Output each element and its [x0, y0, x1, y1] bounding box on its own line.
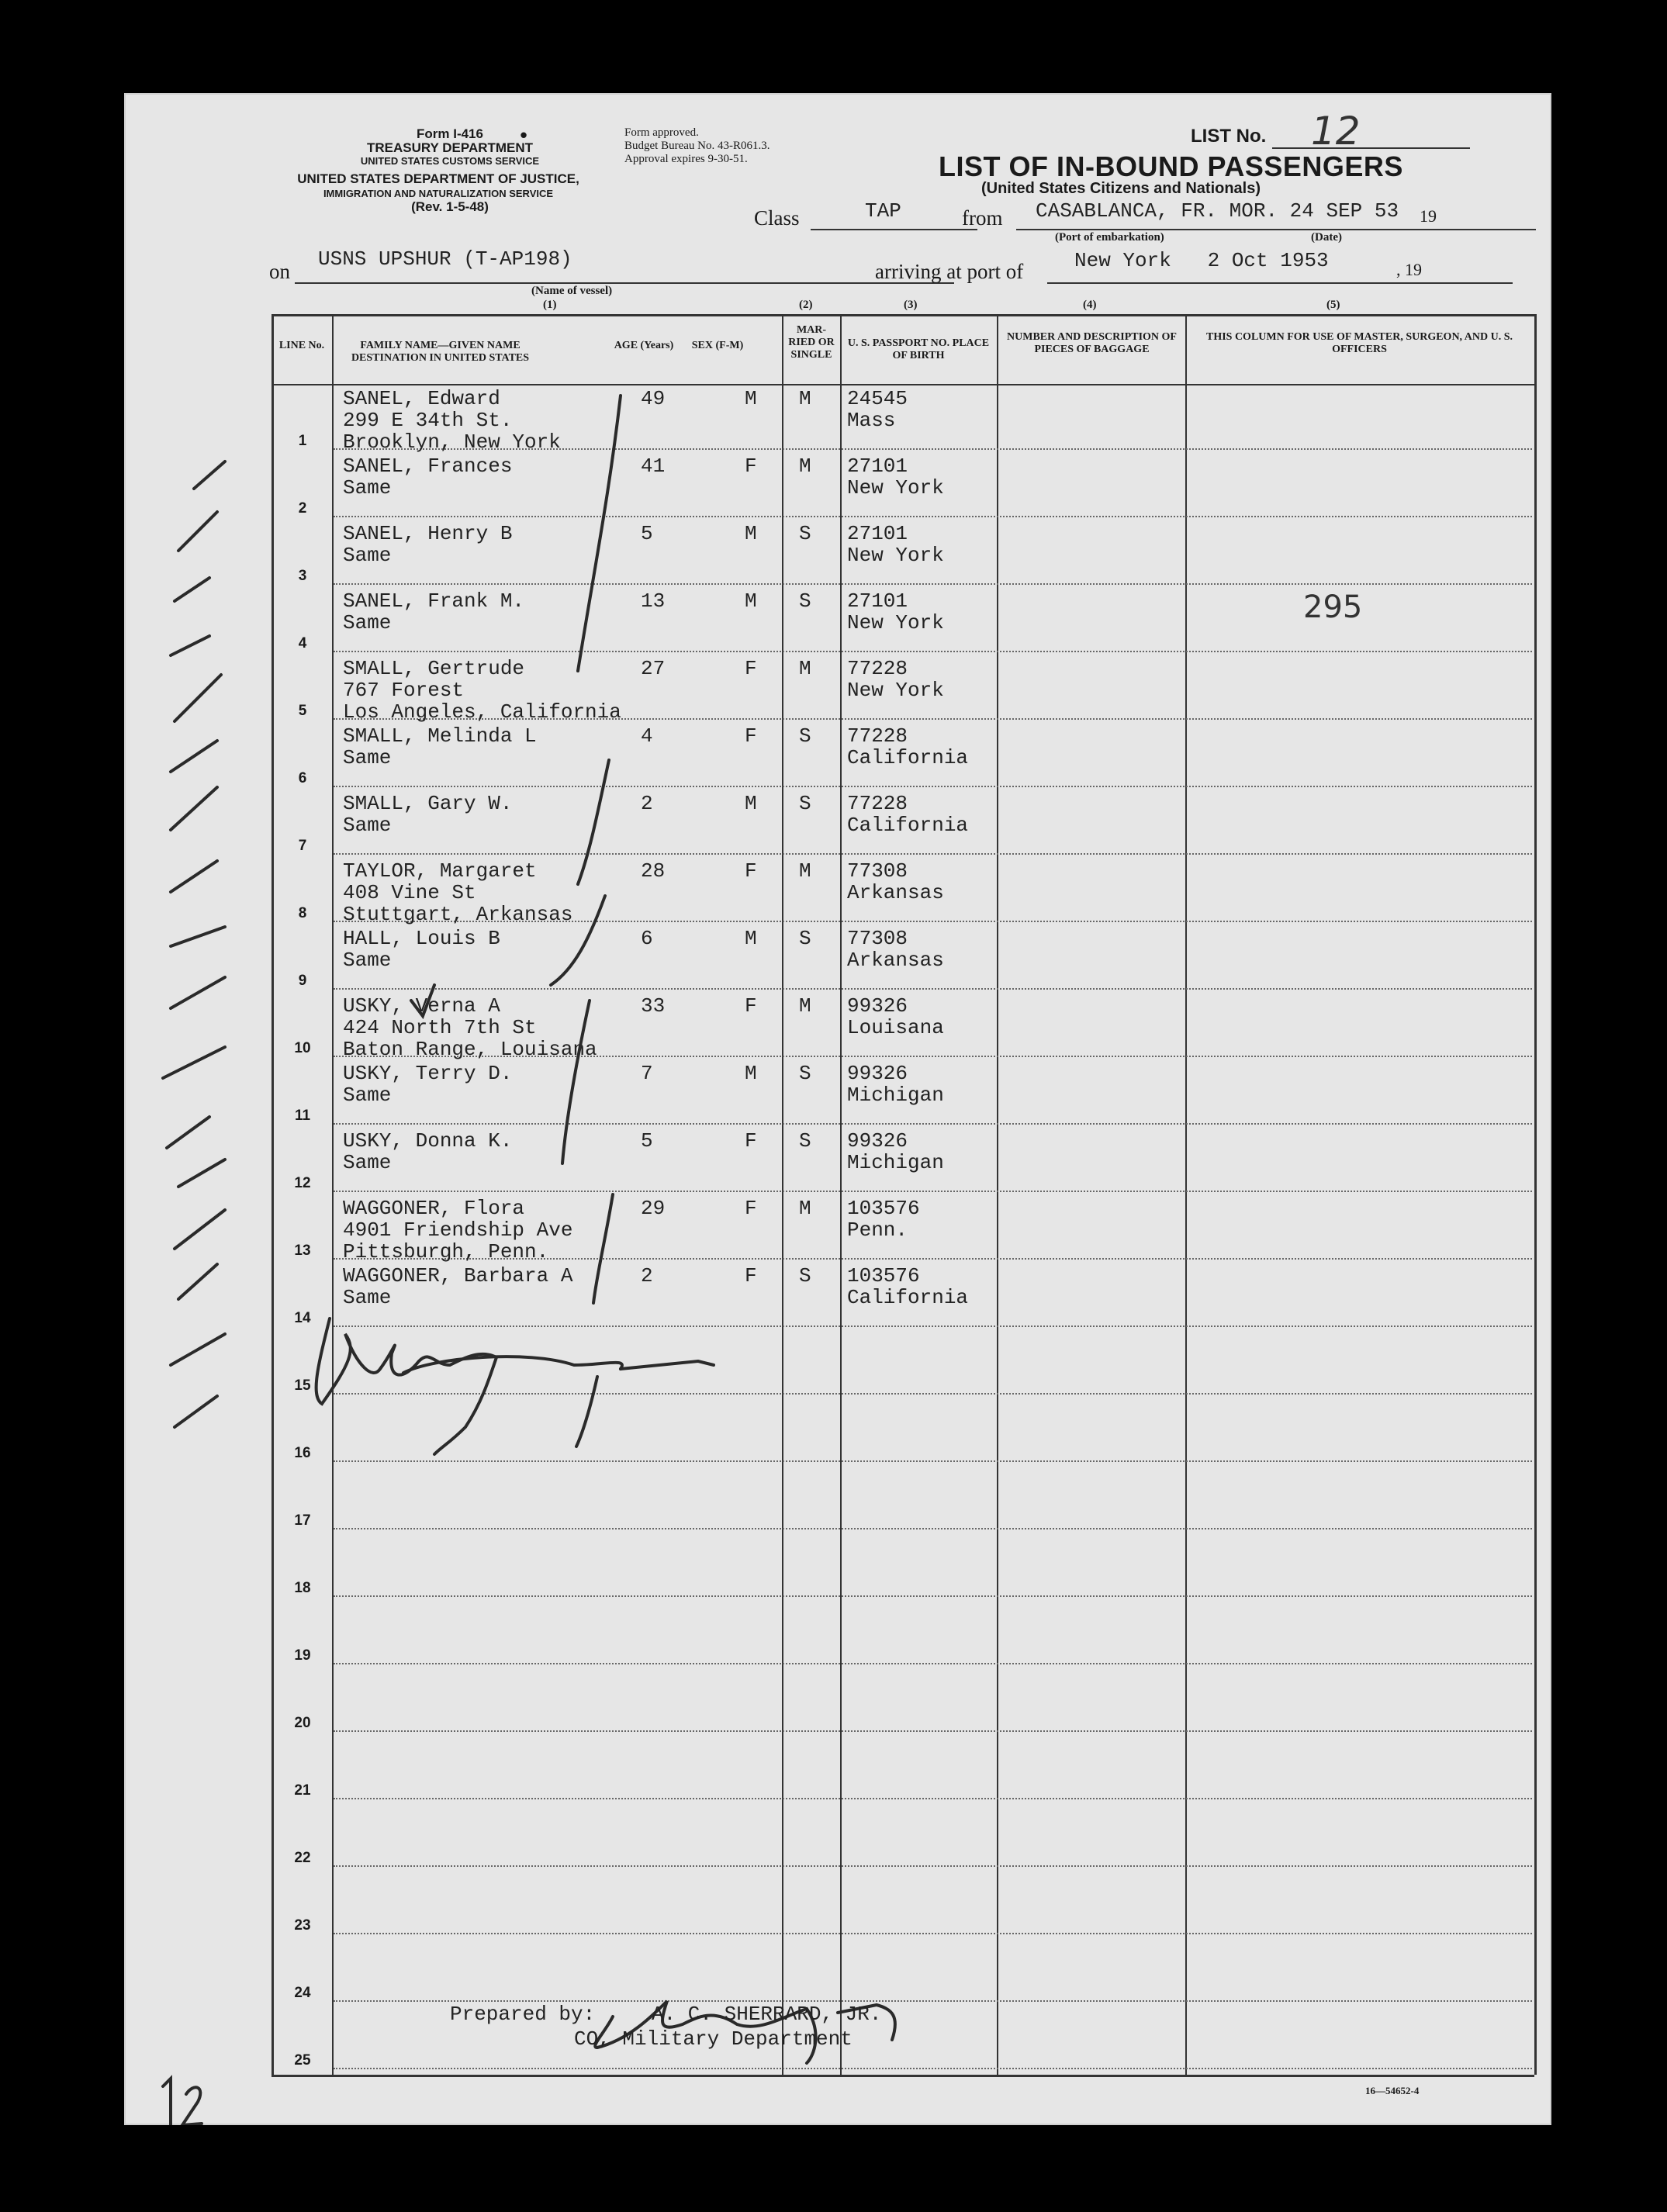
- on-label: on: [269, 260, 290, 283]
- treasury-department: TREASURY DEPARTMENT: [366, 140, 534, 155]
- passport-number: 99326: [847, 1062, 908, 1085]
- row-separator: [334, 2068, 1532, 2069]
- marital-status: M: [799, 657, 811, 680]
- port-embarkation-caption: (Port of embarkation): [1055, 231, 1164, 244]
- check-mark-stroke: [163, 927, 225, 1148]
- row-separator: [334, 786, 1532, 787]
- sex: F: [745, 859, 757, 883]
- marital-status: M: [799, 1197, 811, 1220]
- list-number-value: 12: [1311, 109, 1361, 154]
- row-separator: [334, 853, 1532, 855]
- check-mark-stroke: [171, 1160, 225, 1427]
- immigration-service: IMMIGRATION AND NATURALIZATION SERVICE: [323, 188, 554, 199]
- col-num-3: (3): [904, 299, 918, 311]
- address-line-1: Same: [343, 814, 392, 837]
- line-number: 17: [294, 1512, 311, 1529]
- address-line-2: Baton Range, Louisana: [343, 1038, 597, 1061]
- passport-number: 77228: [847, 724, 908, 748]
- line-number: 19: [294, 1647, 311, 1664]
- approval-expires: Approval expires 9-30-51.: [624, 153, 748, 165]
- row-separator: [334, 988, 1532, 990]
- address-line-1: Same: [343, 949, 392, 972]
- row-separator: [334, 1528, 1532, 1529]
- address-line-1: 424 North 7th St: [343, 1016, 537, 1039]
- passport-number: 77308: [847, 859, 908, 883]
- line-number: 9: [298, 973, 307, 989]
- header-name: FAMILY NAME—GIVEN NAME DESTINATION IN UNITED STATES: [351, 340, 530, 364]
- age: 6: [641, 927, 653, 950]
- date-caption: (Date): [1311, 231, 1342, 244]
- line-number: 2: [298, 500, 307, 517]
- passenger-name: SANEL, Frank M.: [343, 589, 525, 613]
- line-number: 6: [298, 770, 307, 786]
- row-separator: [334, 1460, 1532, 1462]
- address-line-1: 299 E 34th St.: [343, 409, 513, 432]
- age: 5: [641, 522, 653, 545]
- class-line: [811, 229, 977, 230]
- line-number: 13: [294, 1243, 311, 1259]
- place-of-birth: Arkansas: [847, 949, 944, 972]
- sex: M: [745, 1062, 757, 1085]
- header-baggage: NUMBER AND DESCRIPTION OF PIECES OF BAGGAGE: [1007, 331, 1177, 355]
- list-number-label: LIST No.: [1191, 126, 1267, 147]
- row-separator: [334, 1123, 1532, 1125]
- form-number: Form I-416: [417, 126, 483, 141]
- signature-stroke: [316, 1319, 496, 1454]
- address-line-1: Same: [343, 611, 392, 634]
- place-of-birth: California: [847, 814, 969, 837]
- marital-status: S: [799, 927, 811, 950]
- place-of-birth: Michigan: [847, 1151, 944, 1174]
- check-mark-stroke: [171, 461, 225, 655]
- row-separator: [334, 1865, 1532, 1867]
- marital-status: M: [799, 994, 811, 1018]
- year-suffix: 19: [1420, 206, 1437, 226]
- vessel-caption: (Name of vessel): [531, 285, 613, 297]
- vessel-line: [295, 282, 954, 284]
- place-of-birth: California: [847, 746, 969, 769]
- customs-service: UNITED STATES CUSTOMS SERVICE: [360, 155, 540, 167]
- marital-status: M: [799, 454, 811, 478]
- col-div-use: [1185, 314, 1187, 2075]
- check-mark-stroke: [578, 396, 621, 671]
- place-of-birth: New York: [847, 611, 944, 634]
- from-label: from: [962, 206, 1003, 230]
- form-approved: Form approved.: [624, 126, 699, 139]
- check-mark-stroke: [171, 675, 221, 892]
- header-official-use: THIS COLUMN FOR USE OF MASTER, SURGEON, AND U. S. OFFICERS: [1205, 331, 1513, 355]
- budget-bureau: Budget Bureau No. 43-R061.3.: [624, 140, 770, 152]
- line-number: 5: [298, 703, 307, 719]
- passenger-name: SANEL, Henry B: [343, 522, 513, 545]
- passport-number: 103576: [847, 1197, 920, 1220]
- sex: F: [745, 994, 757, 1018]
- address-line-1: 767 Forest: [343, 679, 465, 702]
- passenger-name: WAGGONER, Flora: [343, 1197, 525, 1220]
- header-bottom: [271, 384, 1534, 385]
- sex: F: [745, 1264, 757, 1287]
- passenger-name: SANEL, Edward: [343, 387, 500, 410]
- from-line: [1016, 229, 1536, 230]
- age: 49: [641, 387, 666, 410]
- address-line-1: Same: [343, 544, 392, 567]
- col-num-1: (1): [543, 299, 557, 311]
- sex: F: [745, 724, 757, 748]
- department-of-justice: UNITED STATES DEPARTMENT OF JUSTICE,: [297, 171, 579, 186]
- class-value: TAP: [865, 199, 901, 223]
- line-number: 11: [294, 1108, 311, 1124]
- row-separator: [334, 651, 1532, 652]
- passenger-name: USKY, Verna A: [343, 994, 500, 1018]
- row-separator: [334, 1663, 1532, 1664]
- arrival-port-date: New York 2 Oct 1953: [1074, 249, 1329, 272]
- marital-status: S: [799, 1264, 811, 1287]
- age: 4: [641, 724, 653, 748]
- col-div-baggage: [997, 314, 998, 2075]
- passport-number: 77308: [847, 927, 908, 950]
- passenger-name: HALL, Louis B: [343, 927, 500, 950]
- signature-stroke: [403, 1357, 622, 1373]
- place-of-birth: Louisana: [847, 1016, 944, 1039]
- age: 41: [641, 454, 666, 478]
- age: 7: [641, 1062, 653, 1085]
- sex: F: [745, 1129, 757, 1153]
- header-passport: U. S. PASSPORT NO. PLACE OF BIRTH: [847, 337, 990, 361]
- list-number-line: [1272, 147, 1470, 149]
- col-num-5: (5): [1326, 299, 1340, 311]
- table-right: [1534, 314, 1537, 2075]
- row-separator: [334, 516, 1532, 517]
- margin-mark: [163, 2079, 202, 2125]
- row-separator: [334, 1191, 1532, 1192]
- line-number: 20: [294, 1715, 311, 1731]
- row-separator: [334, 583, 1532, 585]
- line-number: 12: [294, 1175, 311, 1191]
- class-label: Class: [754, 206, 800, 230]
- signature-stroke: [621, 1361, 714, 1369]
- revision-date: (Rev. 1-5-48): [411, 199, 489, 214]
- form-code: 16—54652-4: [1365, 2085, 1420, 2096]
- age: 27: [641, 657, 666, 680]
- line-number: 18: [294, 1580, 311, 1596]
- passenger-name: TAYLOR, Margaret: [343, 859, 537, 883]
- row-separator: [334, 1933, 1532, 1934]
- col-num-4: (4): [1083, 299, 1097, 311]
- passenger-name: USKY, Terry D.: [343, 1062, 513, 1085]
- passenger-name: SANEL, Frances: [343, 454, 513, 478]
- line-number: 16: [294, 1445, 311, 1461]
- line-number: 15: [294, 1377, 311, 1394]
- address-line-2: Brooklyn, New York: [343, 430, 561, 454]
- row-separator: [334, 2000, 1532, 2002]
- line-number: 25: [294, 2052, 311, 2069]
- stamp-number: 295: [1303, 589, 1363, 625]
- marital-status: S: [799, 1129, 811, 1153]
- place-of-birth: New York: [847, 476, 944, 499]
- passport-number: 77228: [847, 657, 908, 680]
- place-of-birth: Mass: [847, 409, 896, 432]
- line-number: 7: [298, 838, 307, 854]
- check-mark-stroke: [562, 1001, 590, 1163]
- address-line-1: 4901 Friendship Ave: [343, 1218, 573, 1242]
- address-line-1: 408 Vine St: [343, 881, 476, 904]
- marital-status: M: [799, 387, 811, 410]
- line-number: 24: [294, 1985, 311, 2001]
- place-of-birth: Michigan: [847, 1084, 944, 1107]
- header-sex: SEX (F-M): [691, 340, 744, 351]
- address-line-1: Same: [343, 1084, 392, 1107]
- col-div-passport: [840, 314, 842, 2075]
- age: 33: [641, 994, 666, 1018]
- marital-status: S: [799, 792, 811, 815]
- from-value: CASABLANCA, FR. MOR. 24 SEP 53: [1036, 199, 1399, 223]
- passport-number: 77228: [847, 792, 908, 815]
- arriving-line: [1047, 282, 1513, 284]
- place-of-birth: California: [847, 1286, 969, 1309]
- header-age: AGE (Years): [614, 340, 674, 351]
- marital-status: M: [799, 859, 811, 883]
- line-number: 21: [294, 1782, 311, 1799]
- passport-number: 99326: [847, 994, 908, 1018]
- header-married: MAR- RIED OR SINGLE: [788, 324, 835, 361]
- age: 29: [641, 1197, 666, 1220]
- symbol-dot: •: [520, 123, 527, 147]
- sex: M: [745, 927, 757, 950]
- prepared-by-name: A. C. SHERRARD, JR.: [652, 2003, 882, 2026]
- marital-status: S: [799, 589, 811, 613]
- line-number: 8: [298, 905, 307, 921]
- line-number: 14: [294, 1310, 311, 1326]
- passenger-name: SMALL, Gary W.: [343, 792, 513, 815]
- prepared-by-label: Prepared by:: [450, 2003, 596, 2026]
- header-line-no: LINE No.: [278, 340, 325, 351]
- table-top: [271, 314, 1534, 316]
- col-div-ms: [782, 314, 783, 2075]
- line-number: 22: [294, 1850, 311, 1866]
- check-mark-stroke: [576, 1377, 597, 1446]
- table-left: [271, 314, 274, 2075]
- line-number: 10: [294, 1040, 311, 1056]
- line-number: 4: [298, 635, 307, 652]
- arriving-label: arriving at port of: [875, 260, 1024, 283]
- passenger-name: WAGGONER, Barbara A: [343, 1264, 573, 1287]
- row-separator: [334, 1595, 1532, 1597]
- age: 2: [641, 792, 653, 815]
- row-separator: [334, 1798, 1532, 1799]
- passport-number: 27101: [847, 589, 908, 613]
- age: 13: [641, 589, 666, 613]
- age: 2: [641, 1264, 653, 1287]
- form-title: LIST OF IN-BOUND PASSENGERS: [939, 150, 1403, 182]
- col-num-2: (2): [799, 299, 813, 311]
- vessel-name: USNS UPSHUR (T-AP198): [318, 247, 572, 271]
- address-line-1: Same: [343, 1151, 392, 1174]
- line-number: 3: [298, 568, 307, 584]
- year-suffix-2: , 19: [1396, 260, 1422, 279]
- sex: M: [745, 589, 757, 613]
- address-line-2: Los Angeles, California: [343, 700, 621, 724]
- passport-number: 103576: [847, 1264, 920, 1287]
- place-of-birth: New York: [847, 679, 944, 702]
- address-line-2: Stuttgart, Arkansas: [343, 903, 573, 926]
- place-of-birth: New York: [847, 544, 944, 567]
- place-of-birth: Arkansas: [847, 881, 944, 904]
- row-separator: [334, 1325, 1532, 1327]
- passport-number: 27101: [847, 454, 908, 478]
- marital-status: S: [799, 724, 811, 748]
- passenger-name: USKY, Donna K.: [343, 1129, 513, 1153]
- marital-status: S: [799, 1062, 811, 1085]
- sex: F: [745, 454, 757, 478]
- passport-number: 27101: [847, 522, 908, 545]
- sex: M: [745, 387, 757, 410]
- table-bottom: [271, 2075, 1534, 2077]
- passport-number: 24545: [847, 387, 908, 410]
- address-line-2: Pittsburgh, Penn.: [343, 1240, 549, 1263]
- address-line-1: Same: [343, 1286, 392, 1309]
- row-separator: [334, 1730, 1532, 1732]
- line-number: 23: [294, 1917, 311, 1934]
- passenger-name: SMALL, Melinda L: [343, 724, 537, 748]
- address-line-1: Same: [343, 746, 392, 769]
- passenger-list-form: [124, 93, 1551, 2125]
- sex: M: [745, 792, 757, 815]
- check-mark-stroke: [578, 760, 609, 884]
- passport-number: 99326: [847, 1129, 908, 1153]
- age: 5: [641, 1129, 653, 1153]
- sex: F: [745, 1197, 757, 1220]
- line-number: 1: [298, 433, 307, 449]
- form-subtitle: (United States Citizens and Nationals): [980, 180, 1261, 197]
- address-line-1: Same: [343, 476, 392, 499]
- check-mark-stroke: [593, 1194, 613, 1303]
- col-div-line: [332, 314, 334, 2075]
- age: 28: [641, 859, 666, 883]
- marital-status: S: [799, 522, 811, 545]
- sex: F: [745, 657, 757, 680]
- place-of-birth: Penn.: [847, 1218, 908, 1242]
- row-separator: [334, 1393, 1532, 1395]
- handwritten-checkmarks: [124, 93, 1551, 2125]
- prepared-by-title: CO, Military Department: [574, 2027, 853, 2051]
- sex: M: [745, 522, 757, 545]
- passenger-name: SMALL, Gertrude: [343, 657, 525, 680]
